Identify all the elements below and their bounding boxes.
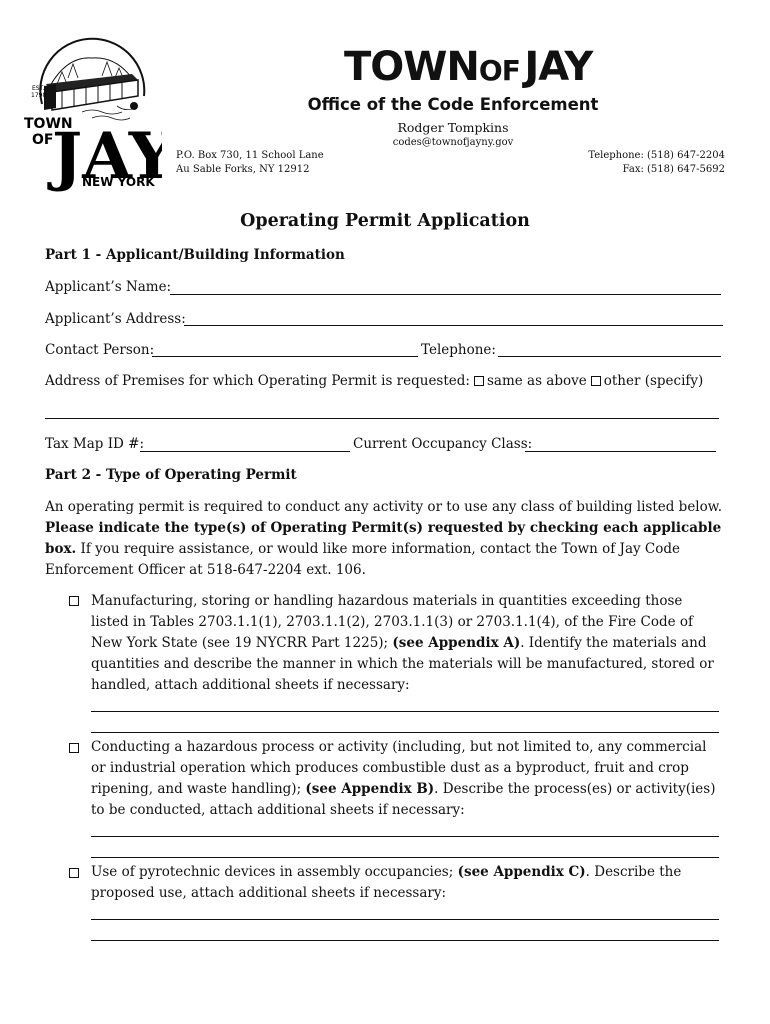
appendix-b-text [91,737,723,821]
office-heading: Office of the Code Enforcement [307,95,599,114]
appendix-c-label: (see Appendix C) [457,864,586,880]
appendix-a-text-2: . Identify the materials and quantities and describe the manner in which the materials will be manufactured, stored or handled, attach additional sheets if necessary: [91,635,714,693]
appendix-c-text [91,862,723,904]
applicant-name-label: Applicant’s Name: [45,279,172,295]
town-logo [22,26,162,196]
title-town: TOWN [344,44,479,90]
town-title [344,44,592,90]
tax-map-field[interactable] [140,451,350,452]
applicant-address-field[interactable] [184,325,723,326]
covered-bridge-logo-icon [22,26,162,196]
part2-heading: Part 2 - Type of Operating Permit [45,467,297,483]
same-as-above-label: same as above [486,373,587,389]
premises-row [45,373,703,389]
logo-year-text: 1798 [31,92,47,99]
title-jay: JAY [524,44,593,90]
telephone-label: Telephone: [421,342,496,358]
occupancy-label: Current Occupancy Class: [353,436,533,452]
logo-town-text: TOWN [24,116,73,132]
applicant-address-label: Applicant’s Address: [45,311,186,327]
appendix-c-checkbox[interactable] [69,868,79,878]
contact-person-label: Contact Person: [45,342,155,358]
appendix-b-line-2[interactable] [91,857,719,858]
officer-email: codes@townofjayny.gov [392,137,514,148]
logo-jay-text: JAY [52,119,162,194]
appendix-c-line-2[interactable] [91,940,719,941]
officer-name: Rodger Tompkins [397,120,509,135]
appendix-a-line-2[interactable] [91,732,719,733]
telephone-field[interactable] [498,356,721,357]
intro-text-2: If you require assistance, or would like more information, contact the Town of Jay Code Enforcement Officer at 518-647-2204 ext. 106. [45,541,681,578]
same-as-above-checkbox[interactable] [474,376,484,386]
part2-intro [45,497,725,581]
premises-label: Address of Premises for which Operating Permit is requested: [45,373,470,389]
occupancy-field[interactable] [525,451,716,452]
intro-text-bold: Please indicate the type(s) of Operating Permit(s) requested by checking each applicable box. [45,520,722,557]
appendix-c-text-1: Use of pyrotechnic devices in assembly occupancies; [91,864,458,880]
logo-of-text: OF [32,132,54,148]
tax-map-label: Tax Map ID #: [45,436,145,452]
appendix-a-checkbox[interactable] [69,596,79,606]
appendix-b-text-1: Conducting a hazardous process or activity (including, but not limited to, any commercial or industrial operation which produces combustible dust as a byproduct, fruit and crop ripening, and waste handling); [91,739,707,797]
form-title: Operating Permit Application [240,211,530,231]
address-line2: Au Sable Forks, NY 12912 [176,164,310,175]
appendix-b-text-2: . Describe the process(es) or activity(ies) to be conducted, attach additional sheets if necessary: [91,781,716,818]
contact-person-field[interactable] [152,356,418,357]
appendix-a-text-1: Manufacturing, storing or handling hazardous materials in quantities exceeding those listed in Tables 2703.1.1(1), 2703.1.1(2), 2703.1.1(3) or 2703.1.1(4), of the Fire Code of New York State (see 19 NYCRR Part 1225); [91,593,693,651]
part1-heading: Part 1 - Applicant/Building Information [45,247,345,263]
fax-number: Fax: (518) 647-5692 [622,164,725,175]
intro-text-1: An operating permit is required to conduct any activity or to use any class of building listed below. [45,499,722,515]
other-specify-checkbox[interactable] [591,376,601,386]
appendix-a-label: (see Appendix A) [392,635,521,651]
logo-newyork-text: NEW YORK [82,175,155,189]
appendix-a-line-1[interactable] [91,711,719,712]
appendix-b-line-1[interactable] [91,836,719,837]
appendix-c-text-2: . Describe the proposed use, attach additional sheets if necessary: [91,864,682,901]
premises-address-field[interactable] [45,418,719,419]
appendix-a-text [91,591,723,696]
applicant-name-field[interactable] [170,294,721,295]
logo-est-text: EST. [32,85,45,92]
appendix-b-checkbox[interactable] [69,743,79,753]
address-line1: P.O. Box 730, 11 School Lane [176,150,324,161]
appendix-b-label: (see Appendix B) [305,781,435,797]
other-specify-label: other (specify) [603,373,704,389]
appendix-c-line-1[interactable] [91,919,719,920]
title-of: OF [478,54,520,87]
telephone-number: Telephone: (518) 647-2204 [588,150,725,161]
